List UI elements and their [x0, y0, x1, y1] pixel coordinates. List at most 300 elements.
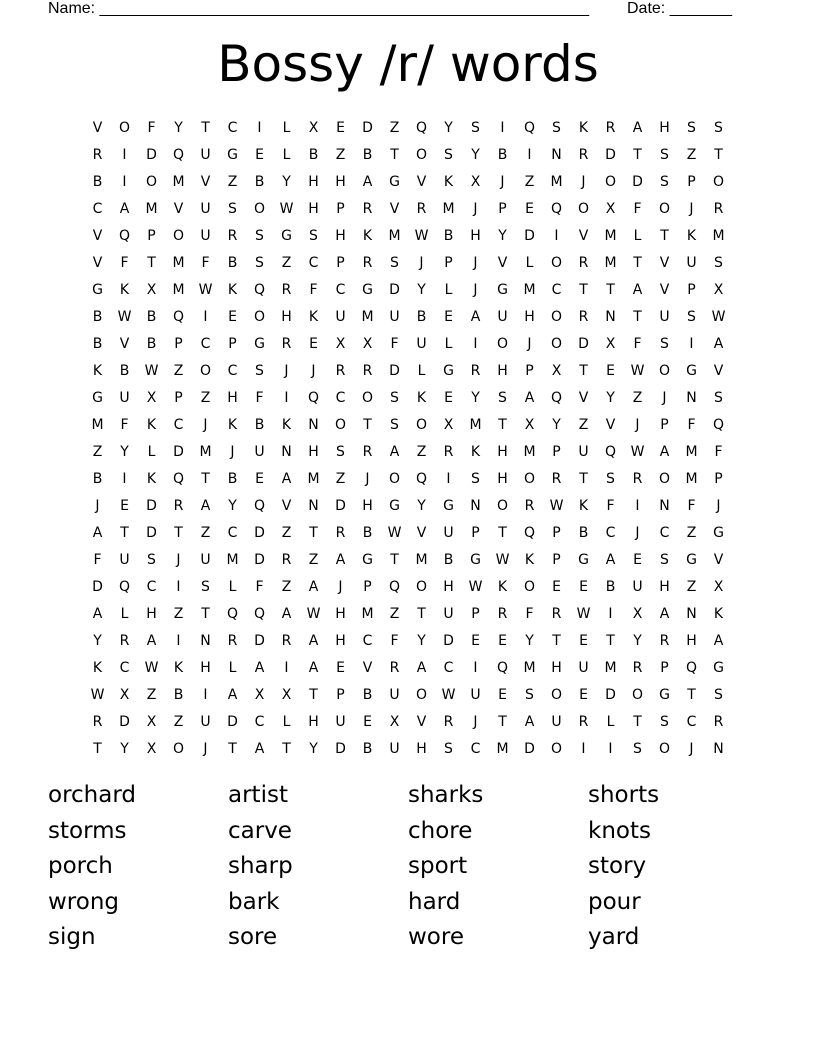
grid-cell: Q — [253, 497, 266, 514]
grid-cell: D — [254, 524, 265, 541]
grid-cell: S — [660, 173, 669, 190]
grid-cell: C — [146, 578, 157, 595]
grid-cell: Y — [93, 632, 102, 649]
grid-cell: M — [226, 551, 239, 568]
grid-row — [84, 384, 732, 411]
grid-cell: W — [495, 551, 510, 568]
grid-cell: P — [444, 254, 453, 271]
grid-cell: U — [200, 200, 211, 217]
grid-cell: T — [660, 227, 669, 244]
grid-cell: C — [227, 362, 238, 379]
grid-cell: O — [415, 578, 428, 595]
grid-cell: M — [523, 443, 536, 460]
word-bank-item: wrong — [48, 888, 120, 915]
grid-cell: U — [551, 713, 562, 730]
grid-cell: B — [92, 173, 103, 190]
grid-cell: L — [444, 281, 453, 298]
grid-cell: U — [578, 443, 589, 460]
word-bank — [48, 778, 768, 956]
grid-cell: I — [122, 470, 127, 487]
grid-cell: D — [335, 740, 346, 757]
grid-cell: I — [527, 146, 532, 163]
grid-cell: A — [146, 632, 157, 649]
grid-cell: A — [227, 686, 238, 703]
grid-cell: D — [146, 524, 157, 541]
grid-cell: T — [309, 686, 318, 703]
grid-cell: I — [257, 119, 262, 136]
grid-cell: H — [497, 443, 508, 460]
word-bank-item: orchard — [48, 782, 136, 808]
grid-cell: T — [687, 686, 696, 703]
grid-cell: Z — [524, 173, 535, 190]
grid-cell: Q — [307, 389, 320, 406]
grid-cell: H — [551, 659, 562, 676]
grid-cell: V — [416, 173, 427, 190]
grid-cell: W — [144, 362, 159, 379]
grid-cell: E — [579, 686, 588, 703]
grid-cell: K — [281, 416, 292, 433]
grid-cell: C — [362, 632, 373, 649]
word-bank-item: storms — [48, 817, 127, 844]
grid-cell: W — [117, 308, 132, 325]
grid-cell: K — [308, 308, 319, 325]
grid-row — [84, 573, 732, 600]
grid-cell: I — [122, 146, 127, 163]
grid-cell: H — [470, 227, 481, 244]
grid-cell: A — [281, 605, 292, 622]
grid-cell: E — [606, 362, 615, 379]
grid-cell: J — [203, 740, 208, 757]
grid-cell: X — [119, 686, 130, 703]
grid-cell: X — [470, 173, 481, 190]
grid-cell: R — [92, 713, 103, 730]
grid-cell: Q — [496, 659, 509, 676]
grid-cell: S — [255, 227, 264, 244]
grid-cell: X — [524, 416, 535, 433]
grid-cell: C — [686, 713, 697, 730]
grid-cell: R — [497, 605, 508, 622]
grid-cell: B — [362, 740, 373, 757]
grid-cell: V — [416, 524, 427, 541]
grid-cell: I — [581, 740, 586, 757]
grid-cell: B — [254, 173, 265, 190]
grid-cell: R — [632, 659, 643, 676]
grid-cell: P — [336, 254, 345, 271]
grid-cell: M — [442, 200, 455, 217]
grid-cell: L — [606, 713, 615, 730]
grid-cell: Q — [604, 443, 617, 460]
grid-cell: C — [551, 281, 562, 298]
grid-cell: U — [416, 335, 427, 352]
grid-cell: C — [173, 416, 184, 433]
word-bank-item: sport — [408, 853, 468, 880]
grid-cell: R — [551, 605, 562, 622]
grid-cell: Y — [444, 119, 453, 136]
grid-cell: T — [714, 146, 723, 163]
grid-cell: Z — [335, 146, 346, 163]
grid-cell: V — [416, 713, 427, 730]
grid-cell: E — [336, 119, 345, 136]
grid-cell: A — [92, 524, 103, 541]
grid-cell: W — [630, 362, 645, 379]
grid-cell: X — [146, 713, 157, 730]
grid-cell: O — [550, 254, 563, 271]
grid-cell: L — [417, 362, 426, 379]
grid-cell: P — [660, 416, 669, 433]
grid-cell: I — [176, 632, 181, 649]
grid-cell: O — [658, 200, 671, 217]
grid-cell: X — [713, 281, 724, 298]
grid-cell: F — [687, 497, 696, 514]
grid-cell: A — [416, 659, 427, 676]
grid-cell: V — [281, 497, 292, 514]
grid-cell: R — [227, 632, 238, 649]
grid-cell: O — [172, 227, 185, 244]
grid-cell: R — [470, 362, 481, 379]
grid-cell: Y — [471, 389, 480, 406]
grid-cell: M — [712, 227, 725, 244]
grid-cell: K — [92, 659, 103, 676]
grid-cell: L — [147, 443, 156, 460]
grid-cell: O — [658, 470, 671, 487]
grid-cell: D — [146, 497, 157, 514]
grid-cell: S — [687, 119, 696, 136]
grid-cell: H — [497, 362, 508, 379]
grid-cell: O — [550, 308, 563, 325]
grid-cell: P — [147, 227, 156, 244]
grid-cell: F — [93, 551, 102, 568]
grid-cell: J — [365, 470, 370, 487]
grid-cell: I — [176, 578, 181, 595]
grid-cell: I — [689, 335, 694, 352]
word-bank-item: knots — [588, 817, 651, 844]
grid-cell: X — [389, 713, 400, 730]
grid-cell: U — [389, 308, 400, 325]
grid-cell: R — [119, 632, 130, 649]
grid-cell: Y — [120, 740, 129, 757]
grid-cell: Q — [226, 605, 239, 622]
grid-cell: S — [471, 470, 480, 487]
grid-cell: G — [443, 362, 454, 379]
grid-cell: E — [336, 659, 345, 676]
grid-cell: R — [443, 713, 454, 730]
grid-cell: O — [415, 416, 428, 433]
grid-cell: X — [281, 686, 292, 703]
grid-cell: I — [122, 173, 127, 190]
grid-cell: I — [473, 335, 478, 352]
grid-cell: O — [523, 578, 536, 595]
grid-cell: O — [415, 146, 428, 163]
grid-cell: H — [308, 713, 319, 730]
grid-cell: V — [200, 173, 211, 190]
grid-cell: N — [281, 443, 292, 460]
grid-cell: A — [632, 119, 643, 136]
grid-cell: S — [390, 254, 399, 271]
grid-cell: P — [498, 200, 507, 217]
grid-cell: L — [282, 713, 291, 730]
grid-cell: O — [550, 686, 563, 703]
grid-cell: G — [713, 524, 724, 541]
grid-cell: L — [282, 146, 291, 163]
grid-cell: Z — [632, 389, 643, 406]
grid-cell: H — [524, 308, 535, 325]
grid-cell: U — [686, 254, 697, 271]
grid-cell: M — [172, 173, 185, 190]
grid-cell: X — [713, 578, 724, 595]
grid-cell: Z — [200, 524, 211, 541]
grid-cell: C — [335, 281, 346, 298]
grid-cell: M — [361, 308, 374, 325]
grid-cell: S — [471, 119, 480, 136]
grid-cell: D — [335, 497, 346, 514]
grid-cell: U — [659, 308, 670, 325]
grid-cell: R — [92, 146, 103, 163]
grid-cell: P — [174, 335, 183, 352]
grid-cell: K — [524, 551, 535, 568]
grid-cell: M — [685, 470, 698, 487]
grid-cell: V — [713, 362, 724, 379]
grid-cell: G — [362, 281, 373, 298]
grid-cell: B — [92, 470, 103, 487]
grid-cell: R — [713, 200, 724, 217]
grid-cell: T — [93, 740, 102, 757]
grid-cell: M — [361, 605, 374, 622]
grid-cell: D — [227, 713, 238, 730]
grid-cell: F — [687, 416, 696, 433]
grid-cell: T — [606, 281, 615, 298]
grid-cell: N — [686, 605, 697, 622]
grid-cell: J — [473, 713, 478, 730]
grid-row — [84, 303, 732, 330]
grid-cell: S — [255, 254, 264, 271]
grid-cell: E — [120, 497, 129, 514]
grid-cell: B — [443, 551, 454, 568]
grid-cell: P — [714, 470, 723, 487]
grid-cell: W — [576, 605, 591, 622]
grid-cell: T — [201, 119, 210, 136]
grid-cell: V — [605, 416, 616, 433]
grid-cell: C — [119, 659, 130, 676]
grid-cell: F — [255, 578, 264, 595]
grid-cell: U — [335, 713, 346, 730]
page-title: Bossy /r/ words — [217, 35, 599, 93]
grid-cell: O — [253, 200, 266, 217]
grid-cell: P — [687, 173, 696, 190]
grid-cell: M — [307, 470, 320, 487]
grid-cell: V — [659, 254, 670, 271]
grid-cell: Q — [685, 659, 698, 676]
grid-cell: R — [362, 200, 373, 217]
word-bank-item: artist — [228, 782, 288, 808]
grid-cell: Y — [525, 632, 534, 649]
grid-cell: O — [388, 470, 401, 487]
grid-cell: G — [227, 146, 238, 163]
grid-cell: U — [443, 524, 454, 541]
grid-cell: L — [120, 605, 129, 622]
grid-cell: A — [254, 659, 265, 676]
grid-cell: A — [605, 551, 616, 568]
grid-cell: T — [498, 416, 507, 433]
grid-cell: V — [119, 335, 130, 352]
grid-row — [84, 411, 732, 438]
grid-cell: T — [606, 632, 615, 649]
grid-cell: M — [91, 416, 104, 433]
grid-cell: R — [605, 119, 616, 136]
grid-cell: R — [713, 713, 724, 730]
grid-cell: K — [227, 416, 238, 433]
grid-cell: Z — [92, 443, 103, 460]
grid-cell: U — [200, 227, 211, 244]
grid-cell: Z — [173, 605, 184, 622]
grid-cell: A — [659, 443, 670, 460]
grid-cell: Z — [686, 578, 697, 595]
grid-cell: Q — [415, 470, 428, 487]
grid-cell: J — [635, 524, 640, 541]
grid-cell: I — [203, 686, 208, 703]
grid-cell: Z — [173, 362, 184, 379]
grid-cell: Z — [686, 524, 697, 541]
grid-cell: B — [146, 335, 157, 352]
grid-cell: F — [255, 389, 264, 406]
grid-cell: V — [713, 551, 724, 568]
grid-cell: K — [146, 416, 157, 433]
grid-cell: E — [255, 146, 264, 163]
grid-cell: N — [308, 416, 319, 433]
grid-cell: C — [254, 713, 265, 730]
grid-cell: H — [659, 578, 670, 595]
grid-cell: F — [525, 605, 534, 622]
grid-cell: H — [443, 578, 454, 595]
grid-cell: Z — [281, 524, 292, 541]
grid-cell: S — [552, 119, 561, 136]
grid-cell: J — [473, 200, 478, 217]
grid-cell: P — [174, 389, 183, 406]
grid-cell: X — [146, 740, 157, 757]
word-bank-item: sharp — [228, 853, 293, 880]
grid-cell: H — [416, 740, 427, 757]
grid-cell: A — [713, 335, 724, 352]
grid-cell: U — [254, 443, 265, 460]
grid-cell: A — [281, 470, 292, 487]
grid-cell: H — [686, 632, 697, 649]
grid-cell: W — [711, 308, 726, 325]
grid-cell: G — [389, 497, 400, 514]
grid-cell: K — [443, 173, 454, 190]
grid-cell: P — [552, 551, 561, 568]
grid-cell: V — [92, 227, 103, 244]
grid-cell: K — [578, 119, 589, 136]
grid-cell: U — [119, 551, 130, 568]
grid-cell: X — [146, 389, 157, 406]
grid-cell: S — [660, 335, 669, 352]
word-search-grid — [84, 114, 732, 762]
grid-cell: Z — [173, 713, 184, 730]
grid-cell: A — [362, 173, 373, 190]
grid-cell: I — [554, 227, 559, 244]
grid-cell: H — [308, 443, 319, 460]
grid-cell: D — [632, 173, 643, 190]
grid-cell: C — [308, 254, 319, 271]
grid-cell: D — [524, 740, 535, 757]
grid-cell: T — [417, 605, 426, 622]
grid-cell: Q — [172, 470, 185, 487]
word-bank-item: sign — [48, 924, 96, 951]
grid-cell: H — [362, 497, 373, 514]
grid-cell: G — [686, 551, 697, 568]
grid-cell: D — [578, 335, 589, 352]
grid-cell: H — [659, 119, 670, 136]
grid-cell: T — [633, 713, 642, 730]
grid-cell: B — [173, 686, 184, 703]
grid-cell: L — [228, 578, 237, 595]
grid-cell: F — [201, 254, 210, 271]
grid-cell: G — [443, 497, 454, 514]
grid-cell: M — [415, 551, 428, 568]
grid-cell: N — [659, 497, 670, 514]
grid-cell: S — [525, 686, 534, 703]
grid-cell: O — [496, 497, 509, 514]
grid-cell: T — [579, 281, 588, 298]
grid-cell: A — [308, 632, 319, 649]
grid-cell: O — [550, 335, 563, 352]
grid-cell: D — [119, 713, 130, 730]
grid-cell: P — [525, 362, 534, 379]
grid-row — [84, 492, 732, 519]
grid-cell: N — [551, 146, 562, 163]
grid-cell: O — [172, 740, 185, 757]
grid-cell: W — [198, 281, 213, 298]
grid-cell: S — [714, 389, 723, 406]
grid-cell: H — [308, 200, 319, 217]
grid-cell: K — [686, 227, 697, 244]
grid-cell: P — [660, 659, 669, 676]
grid-cell: M — [685, 443, 698, 460]
grid-cell: C — [470, 740, 481, 757]
grid-cell: D — [362, 119, 373, 136]
grid-cell: Z — [308, 551, 319, 568]
grid-cell: I — [635, 497, 640, 514]
grid-cell: L — [633, 227, 642, 244]
grid-cell: J — [689, 740, 694, 757]
grid-cell: O — [523, 470, 536, 487]
grid-cell: O — [712, 173, 725, 190]
grid-cell: G — [362, 551, 373, 568]
grid-cell: S — [633, 740, 642, 757]
grid-cell: M — [172, 281, 185, 298]
grid-cell: O — [118, 119, 131, 136]
grid-cell: K — [470, 443, 481, 460]
grid-cell: U — [578, 659, 589, 676]
grid-cell: A — [200, 497, 211, 514]
grid-cell: T — [498, 713, 507, 730]
grid-row — [84, 627, 732, 654]
grid-cell: U — [389, 686, 400, 703]
grid-cell: D — [389, 281, 400, 298]
grid-cell: Y — [606, 389, 615, 406]
grid-cell: T — [633, 254, 642, 271]
grid-cell: H — [335, 605, 346, 622]
word-bank-item: chore — [408, 817, 473, 844]
grid-cell: G — [92, 281, 103, 298]
grid-cell: O — [361, 389, 374, 406]
grid-cell: K — [119, 281, 130, 298]
grid-cell: K — [713, 605, 724, 622]
grid-cell: J — [500, 173, 505, 190]
grid-cell: Y — [417, 632, 426, 649]
grid-cell: S — [714, 119, 723, 136]
grid-cell: P — [552, 524, 561, 541]
grid-cell: W — [144, 659, 159, 676]
